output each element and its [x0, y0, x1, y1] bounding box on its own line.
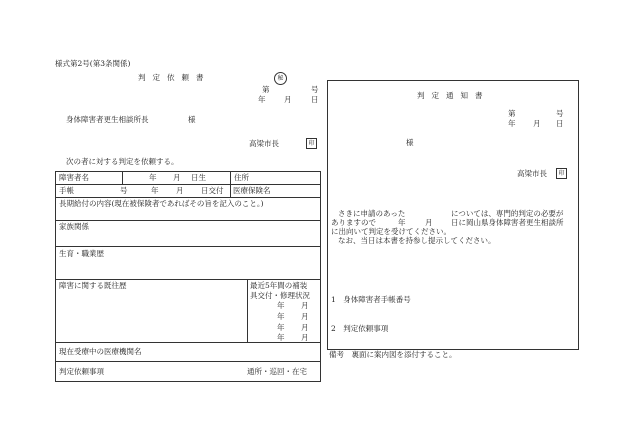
- notice-item-handbook: 1 身体障害者手帳番号: [331, 295, 411, 304]
- long-term-label: 長期給付の内容(現在被保険者であればその旨を記入のこと。): [59, 199, 264, 208]
- notice-body-line2a: ありますので: [331, 218, 376, 227]
- notice-honorific: 様: [406, 138, 414, 147]
- date-month: 月: [284, 95, 292, 104]
- device-row-month: 月: [301, 312, 309, 321]
- notice-number-label: 第: [508, 109, 516, 118]
- addressee-honorific: 様: [188, 115, 196, 124]
- visit-modes: 通所・巡回・在宅: [247, 367, 307, 376]
- address-label: 住所: [234, 173, 249, 182]
- birth-year: 年: [149, 173, 157, 182]
- notice-body-line4: なお、当日は本書を持参し提示してください。: [338, 236, 496, 245]
- notice-body-line1a: さきに申請のあった: [338, 209, 406, 218]
- device-history-line2: 具交付・修理状況: [250, 291, 310, 300]
- disability-history-label: 障害に関する既往歴: [59, 281, 127, 290]
- intro-text: 次の者に対する判定を依頼する。: [66, 157, 179, 166]
- handbook-label: 手帳: [59, 186, 74, 195]
- form-number: 様式第2号(第3条関係): [55, 59, 131, 68]
- device-row-month: 月: [301, 301, 309, 310]
- addressee: 身体障害者更生相談所長: [66, 115, 149, 124]
- institution-label: 現在受療中の医療機関名: [59, 347, 142, 356]
- notice-date-month: 月: [533, 119, 541, 128]
- handbook-no: 号: [120, 186, 128, 195]
- handbook-year: 年: [151, 186, 159, 195]
- notice-body-line2d: 日に岡山県身体障害者更生相談所: [451, 218, 564, 227]
- device-row-year: 年: [277, 312, 285, 321]
- request-table: [55, 171, 321, 382]
- issuer: 高梁市長: [249, 139, 279, 148]
- notice-issuer: 高梁市長: [517, 169, 547, 178]
- device-row-month: 月: [301, 323, 309, 332]
- notice-seal-mark: 印: [556, 168, 567, 179]
- confidential-mark: 秘: [274, 72, 287, 85]
- notice-body-line1b: については、専門的判定の必要が: [451, 209, 564, 218]
- birth-day: 日生: [191, 173, 206, 182]
- notice-body-line2b: 年: [398, 218, 406, 227]
- number-suffix: 号: [311, 85, 319, 94]
- handbook-issued: 日交付: [201, 186, 224, 195]
- notice-footnote: 備考 裏面に案内図を添付すること。: [329, 350, 457, 359]
- date-day: 日: [311, 95, 319, 104]
- notice-date-day: 日: [556, 119, 564, 128]
- number-label: 第: [262, 85, 270, 94]
- seal-mark: 印: [306, 138, 317, 149]
- patient-name-label: 障害者名: [59, 173, 89, 182]
- insurance-label: 医療保険名: [233, 186, 271, 195]
- notice-body-line2c: 月: [425, 218, 433, 227]
- device-history-line1: 最近5年間の補装: [250, 281, 308, 290]
- family-label: 家族関係: [59, 222, 89, 231]
- device-row-year: 年: [277, 301, 285, 310]
- request-label: 判定依頼事項: [59, 367, 104, 376]
- device-row-year: 年: [277, 333, 285, 342]
- notice-date-year: 年: [508, 119, 516, 128]
- notice-box: [327, 80, 579, 350]
- notice-item-request: 2 判定依頼事項: [331, 324, 389, 333]
- handbook-month: 月: [176, 186, 184, 195]
- history-label: 生育・職業歴: [59, 249, 104, 258]
- device-row-year: 年: [277, 323, 285, 332]
- notice-body-line3: に出向いて判定を受けてください。: [331, 227, 451, 236]
- form-title: 判定依頼書: [138, 73, 211, 82]
- date-year: 年: [258, 95, 266, 104]
- notice-number-suffix: 号: [556, 109, 564, 118]
- birth-month: 月: [173, 173, 181, 182]
- notice-title: 判定通知書: [417, 91, 490, 100]
- device-row-month: 月: [301, 333, 309, 342]
